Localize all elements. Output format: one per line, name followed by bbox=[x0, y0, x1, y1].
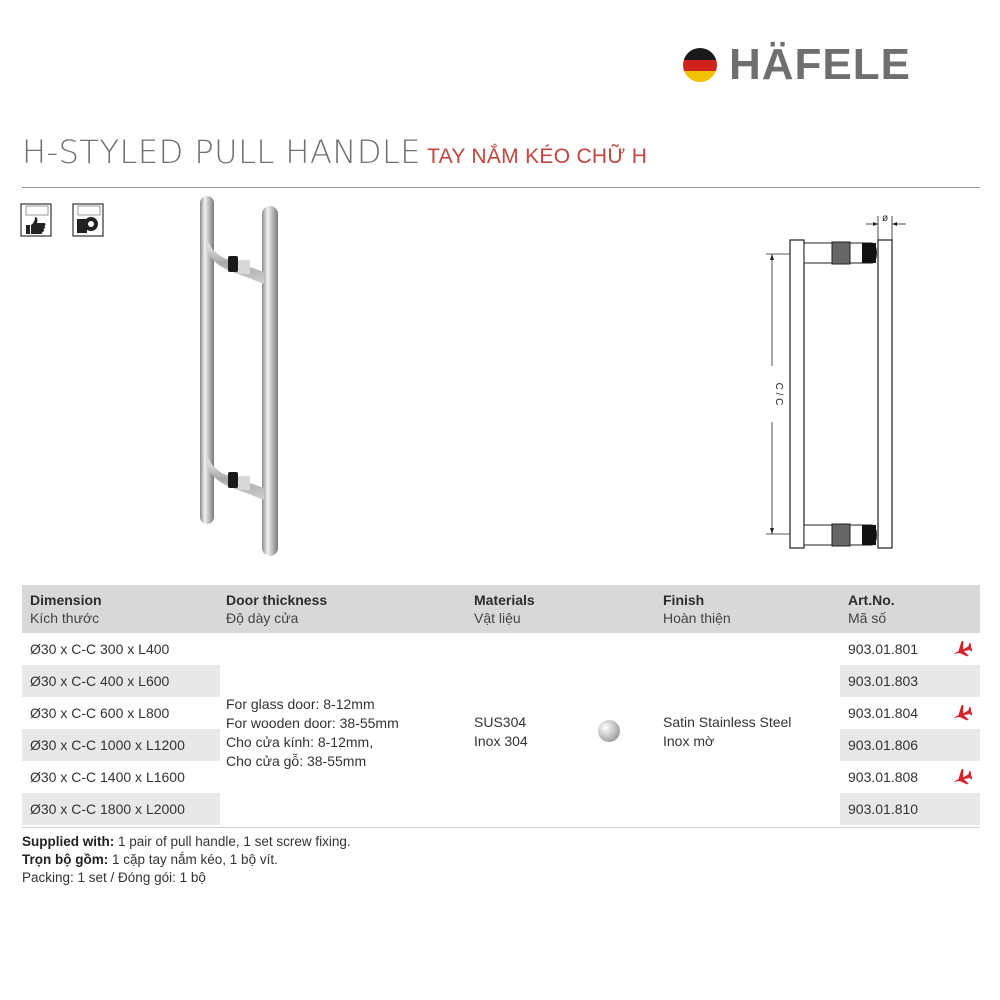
page-title bbox=[22, 134, 647, 177]
table-row bbox=[22, 761, 980, 793]
diameter-label: ø bbox=[881, 213, 889, 224]
table-row bbox=[22, 793, 980, 825]
dimension-cell: Ø30 x C-C 1000 x L1200 bbox=[30, 737, 185, 753]
hand-thumbs-up-icon bbox=[20, 203, 58, 239]
cc-label: C / C bbox=[773, 382, 784, 406]
feature-modern-design bbox=[72, 203, 110, 239]
feature-easy-operation bbox=[20, 203, 58, 239]
airplane-icon bbox=[950, 703, 972, 723]
art-no-cell: 903.01.806 bbox=[848, 737, 919, 753]
tron-bo-line: Trọn bộ gồm: 1 cặp tay nắm kéo, 1 bộ vít. bbox=[22, 852, 278, 867]
airplane-icon bbox=[950, 767, 972, 787]
brand-logo: HÄFELE bbox=[729, 40, 911, 89]
art-no-cell: 903.01.810 bbox=[848, 801, 919, 817]
table-row bbox=[22, 729, 980, 761]
table-row bbox=[22, 633, 980, 665]
table-header bbox=[22, 585, 980, 633]
title-divider bbox=[22, 187, 980, 188]
dimension-cell: Ø30 x C-C 400 x L600 bbox=[30, 673, 170, 689]
art-no-cell: 903.01.808 bbox=[840, 761, 980, 793]
product-photo bbox=[180, 190, 300, 565]
dimension-cell: Ø30 x C-C 300 x L400 bbox=[30, 641, 170, 657]
airplane-icon bbox=[950, 639, 972, 659]
supplied-with-line: Supplied with: 1 pair of pull handle, 1 set screw fixing. bbox=[22, 834, 351, 849]
door-thickness-cell: For glass door: 8-12mm For wooden door: 38-55mm Cho cửa kính: 8-12mm, Cho cửa gỗ: 38-55mm bbox=[226, 696, 399, 769]
title-english: H-STYLED PULL HANDLE bbox=[22, 133, 421, 171]
table-bottom-rule bbox=[22, 827, 980, 828]
dimension-cell: Ø30 x C-C 600 x L800 bbox=[30, 705, 170, 721]
table-row bbox=[22, 697, 980, 729]
brand-header bbox=[683, 40, 953, 89]
materials-cell: SUS304 Inox 304 bbox=[474, 714, 528, 749]
german-flag-icon bbox=[683, 48, 717, 82]
footer-notes bbox=[22, 833, 351, 887]
header-materials: Materials Vật liệu bbox=[474, 592, 535, 626]
finish-cell: Satin Stainless Steel Inox mờ bbox=[663, 714, 792, 749]
table-row bbox=[22, 665, 980, 697]
technical-drawing bbox=[750, 212, 920, 567]
art-no-cell: 903.01.803 bbox=[848, 673, 919, 689]
title-vietnamese: TAY NẮM KÉO CHỮ H bbox=[427, 145, 648, 168]
header-door-thickness: Door thickness Độ dày cửa bbox=[226, 592, 328, 626]
product-table bbox=[22, 585, 980, 825]
header-art-no: Art.No. Mã số bbox=[848, 592, 895, 626]
art-no-cell: 903.01.804 bbox=[840, 697, 980, 729]
packing-line: Packing: 1 set / Đóng gói: 1 bộ bbox=[22, 870, 206, 885]
art-no-cell: 903.01.801 bbox=[840, 633, 980, 665]
header-finish: Finish Hoàn thiện bbox=[663, 592, 731, 626]
dimension-cell: Ø30 x C-C 1800 x L2000 bbox=[30, 801, 185, 817]
modern-design-icon bbox=[72, 203, 110, 239]
dimension-cell: Ø30 x C-C 1400 x L1600 bbox=[30, 769, 185, 785]
header-dimension: Dimension Kích thước bbox=[30, 592, 102, 626]
